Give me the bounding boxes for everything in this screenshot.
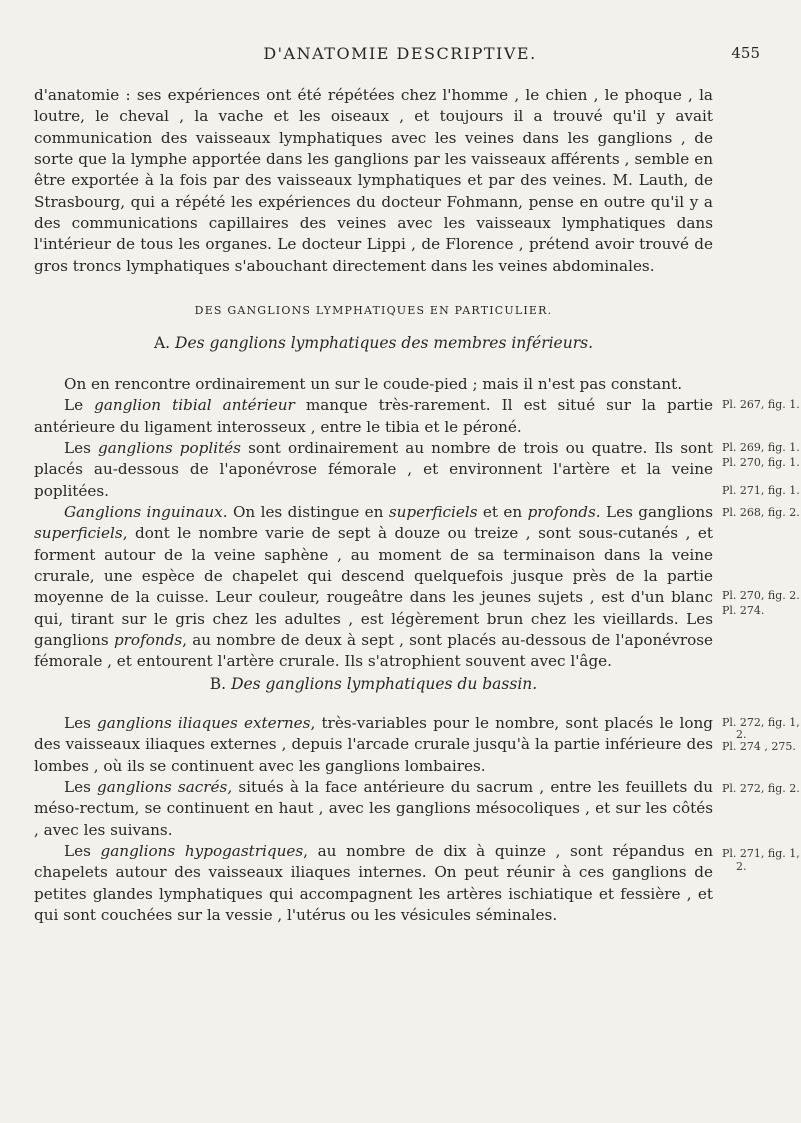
running-title: D'ANATOMIE DESCRIPTIVE. [263, 44, 537, 63]
term-italic: Ganglions inguinaux. [64, 503, 228, 522]
term-italic: ganglions poplités [97, 439, 241, 458]
term-italic: ganglions hypogastriques [100, 842, 304, 861]
term-italic: ganglions iliaques externes [97, 714, 311, 732]
paragraph-iliaques [34, 713, 713, 777]
paragraph-text: , au nombre de deux à sept , sont placés au-dessous de l'aponévrose fémorale , et entourent l'artère crurale. Ils s'atrophient souvent avec l'âge. [34, 631, 714, 671]
term-italic: superficiels [388, 503, 478, 522]
margin-note: Pl. 271, fig. 1. [722, 484, 800, 497]
margin-note: Pl. 268, fig. 2. [722, 506, 800, 519]
margin-note: 2. [736, 860, 747, 873]
paragraph-text: manque très-rarement. Il est situé sur la partie antérieure du ligament interosseux , entre le tibia et le péroné. [34, 396, 714, 436]
paragraph-inguinaux [34, 502, 713, 673]
margin-note: Pl. 274 , 275. [722, 740, 796, 753]
margin-note: Pl. 272, fig. 2. [722, 782, 800, 795]
page-number: 455 [731, 44, 760, 62]
word: Les [64, 714, 91, 732]
term-italic: profonds [527, 503, 596, 522]
section-title: DES GANGLIONS LYMPHATIQUES EN PARTICULIER. [194, 304, 553, 317]
paragraph-text: , très-variables pour le nombre, sont placés le long des vaisseaux iliaques externes , depuis l'arcade crurale jusqu'à la partie inférieure des lombes , où ils se continuent avec les ganglions lombaires. [34, 714, 714, 775]
running-head [40, 44, 760, 66]
paragraph-text: sont ordinairement au nombre de trois ou quatre. Ils sont placés au-dessous de l'aponévrose fémorale , et environnent l'artère et la veine poplitées. [34, 439, 714, 500]
subsection-b-title [34, 675, 713, 693]
term-italic: superficiels [34, 524, 123, 543]
paragraph-text: , dont le nombre varie de sept à douze ou treize , sont sous-cutanés , et forment autour de la veine saphène , au moment de sa terminaison dans la veine crurale, une espèce de chapelet qui descend quelquefois jusque près de la partie moyenne de la cuisse. Leur couleur, rougeâtre dans les jeunes sujets , est d'un blanc qui, tirant sur le gris chez les adultes , est légèrement brun chez les vieillards. Les ganglions [34, 524, 713, 650]
subsection-a-body [34, 374, 713, 673]
paragraph-text: . Les ganglions [595, 503, 713, 522]
intro-paragraph [34, 85, 713, 277]
paragraph-text: , au nombre de dix à quinze , sont répandus en chapelets autour des vaisseaux iliaques internes. On peut réunir à ces ganglions de petites glandes lymphatiques qui accompagnent les artères ischiatique et fessière , et qui sont couchées sur la vessie , l'utérus ou les vésicules séminales. [34, 842, 713, 925]
paragraph-hypogastriques [34, 841, 713, 926]
margin-note: Pl. 270, fig. 2. [722, 589, 800, 602]
margin-note: Pl. 274. [722, 604, 765, 617]
paragraph-text: On en rencontre ordinairement un sur le coude-pied ; mais il n'est pas constant. [64, 375, 683, 393]
word: Les [64, 778, 91, 797]
margin-note: Pl. 270, fig. 1. [722, 456, 800, 469]
paragraph-text: On les distingue en [232, 503, 384, 522]
margin-note: 2. [736, 728, 747, 741]
margin-note: Pl. 267, fig. 1. [722, 398, 800, 411]
subsection-b-letter: B. [209, 675, 227, 693]
intro-text: d'anatomie : ses expériences ont été répétées chez l'homme , le chien , le phoque , la loutre, le cheval , la vache et les oiseaux , et toujours il a trouvé qu'il y avait communication des vaisseaux lymphatiques avec les veines dans les ganglions , de sorte que la lymphe apportée dans les ganglions par les vaisseaux afférents , semble en être exportée à la fois par des vaisseaux lymphatiques et par des veines. M. Lauth, de Strasbourg, qui a répété les expériences du docteur Fohmann, pense en outre qu'il y a des communications capillaires des veines avec les vaisseaux lymphatiques dans l'intérieur de tous les organes. Le docteur Lippi , de Florence , prétend avoir trouvé de gros troncs lymphatiques s'abouchant directement dans les veines abdominales. [34, 86, 713, 275]
margin-note: Pl. 272, fig. 1, [722, 716, 800, 729]
paragraph-poplites [34, 438, 713, 502]
term-italic: ganglion tibial antérieur [94, 396, 295, 415]
term-italic: profonds [113, 631, 183, 650]
word: Le [64, 396, 84, 415]
subsection-a-title [34, 334, 713, 352]
subsection-a-heading: Des ganglions lymphatiques des membres inférieurs. [175, 334, 594, 352]
subsection-a-letter: A. [153, 334, 171, 352]
term-italic: ganglions sacrés, [97, 778, 233, 797]
paragraph-coude-pied [34, 374, 713, 395]
subsection-b-heading: Des ganglions lymphatiques du bassin. [231, 675, 538, 693]
subsection-b-body [34, 713, 713, 926]
paragraph-text: situés à la face antérieure du sacrum , entre les feuillets du méso-rectum, se continuent en haut , avec les ganglions mésocoliques , et sur les côtés , avec les suivans. [34, 778, 713, 839]
paragraph-sacres [34, 777, 713, 841]
word: Les [64, 439, 91, 458]
paragraph-tibial [34, 395, 713, 438]
margin-note: Pl. 271, fig. 1, [722, 847, 800, 860]
word: et en [482, 503, 523, 522]
margin-note: Pl. 269, fig. 1. [722, 441, 800, 454]
word: Les [64, 842, 91, 861]
